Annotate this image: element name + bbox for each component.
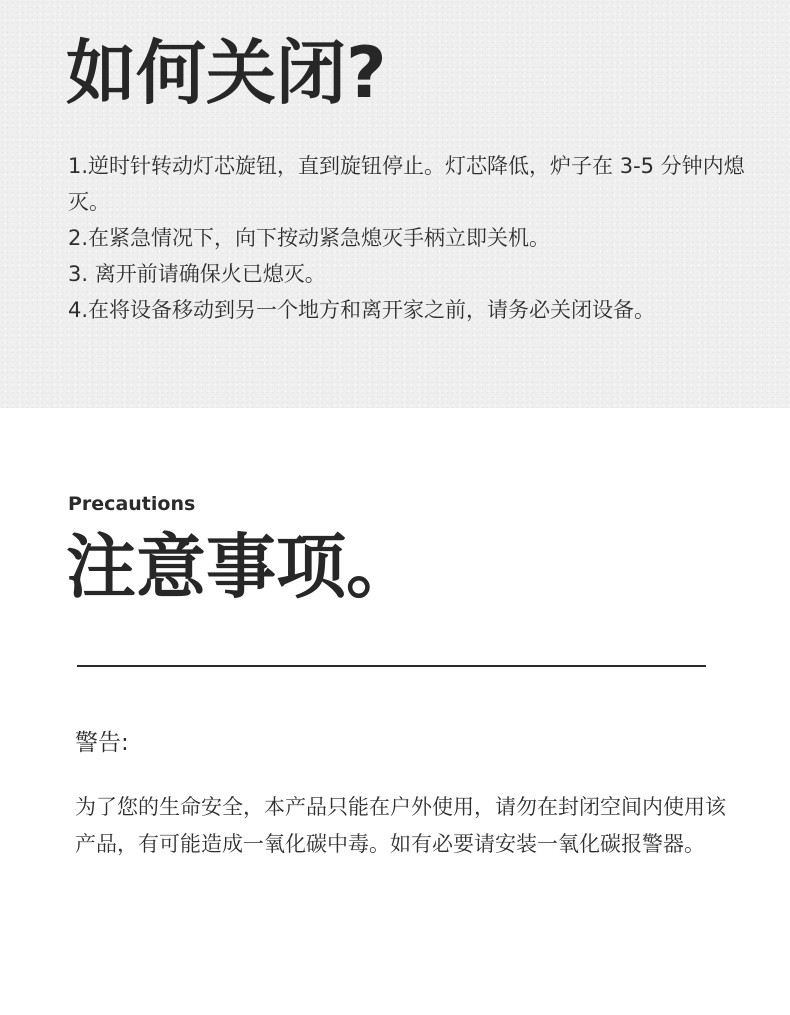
section-divider: [77, 665, 706, 667]
step-3: 3. 离开前请确保火已熄灭。: [68, 262, 326, 286]
precautions-title: 注意事项。: [66, 526, 416, 608]
how-to-close-title: 如何关闭?: [66, 32, 387, 114]
precautions-label: Precautions: [68, 493, 196, 515]
steps-list: [68, 148, 748, 328]
warning-label: 警告:: [75, 730, 129, 756]
how-to-close-section: [0, 0, 790, 408]
warning-text: 为了您的生命安全，本产品只能在户外使用，请勿在封闭空间内使用该产品，有可能造成一氧化碳中毒。如有必要请安装一氧化碳报警器。: [75, 795, 726, 856]
step-1: 1.逆时针转动灯芯旋钮，直到旋钮停止。灯芯降低，炉子在 3-5 分钟内熄灭。: [68, 154, 745, 214]
step-2: 2.在紧急情况下，向下按动紧急熄灭手柄立即关机。: [68, 226, 551, 250]
step-4: 4.在将设备移动到另一个地方和离开家之前，请务必关闭设备。: [68, 298, 656, 322]
